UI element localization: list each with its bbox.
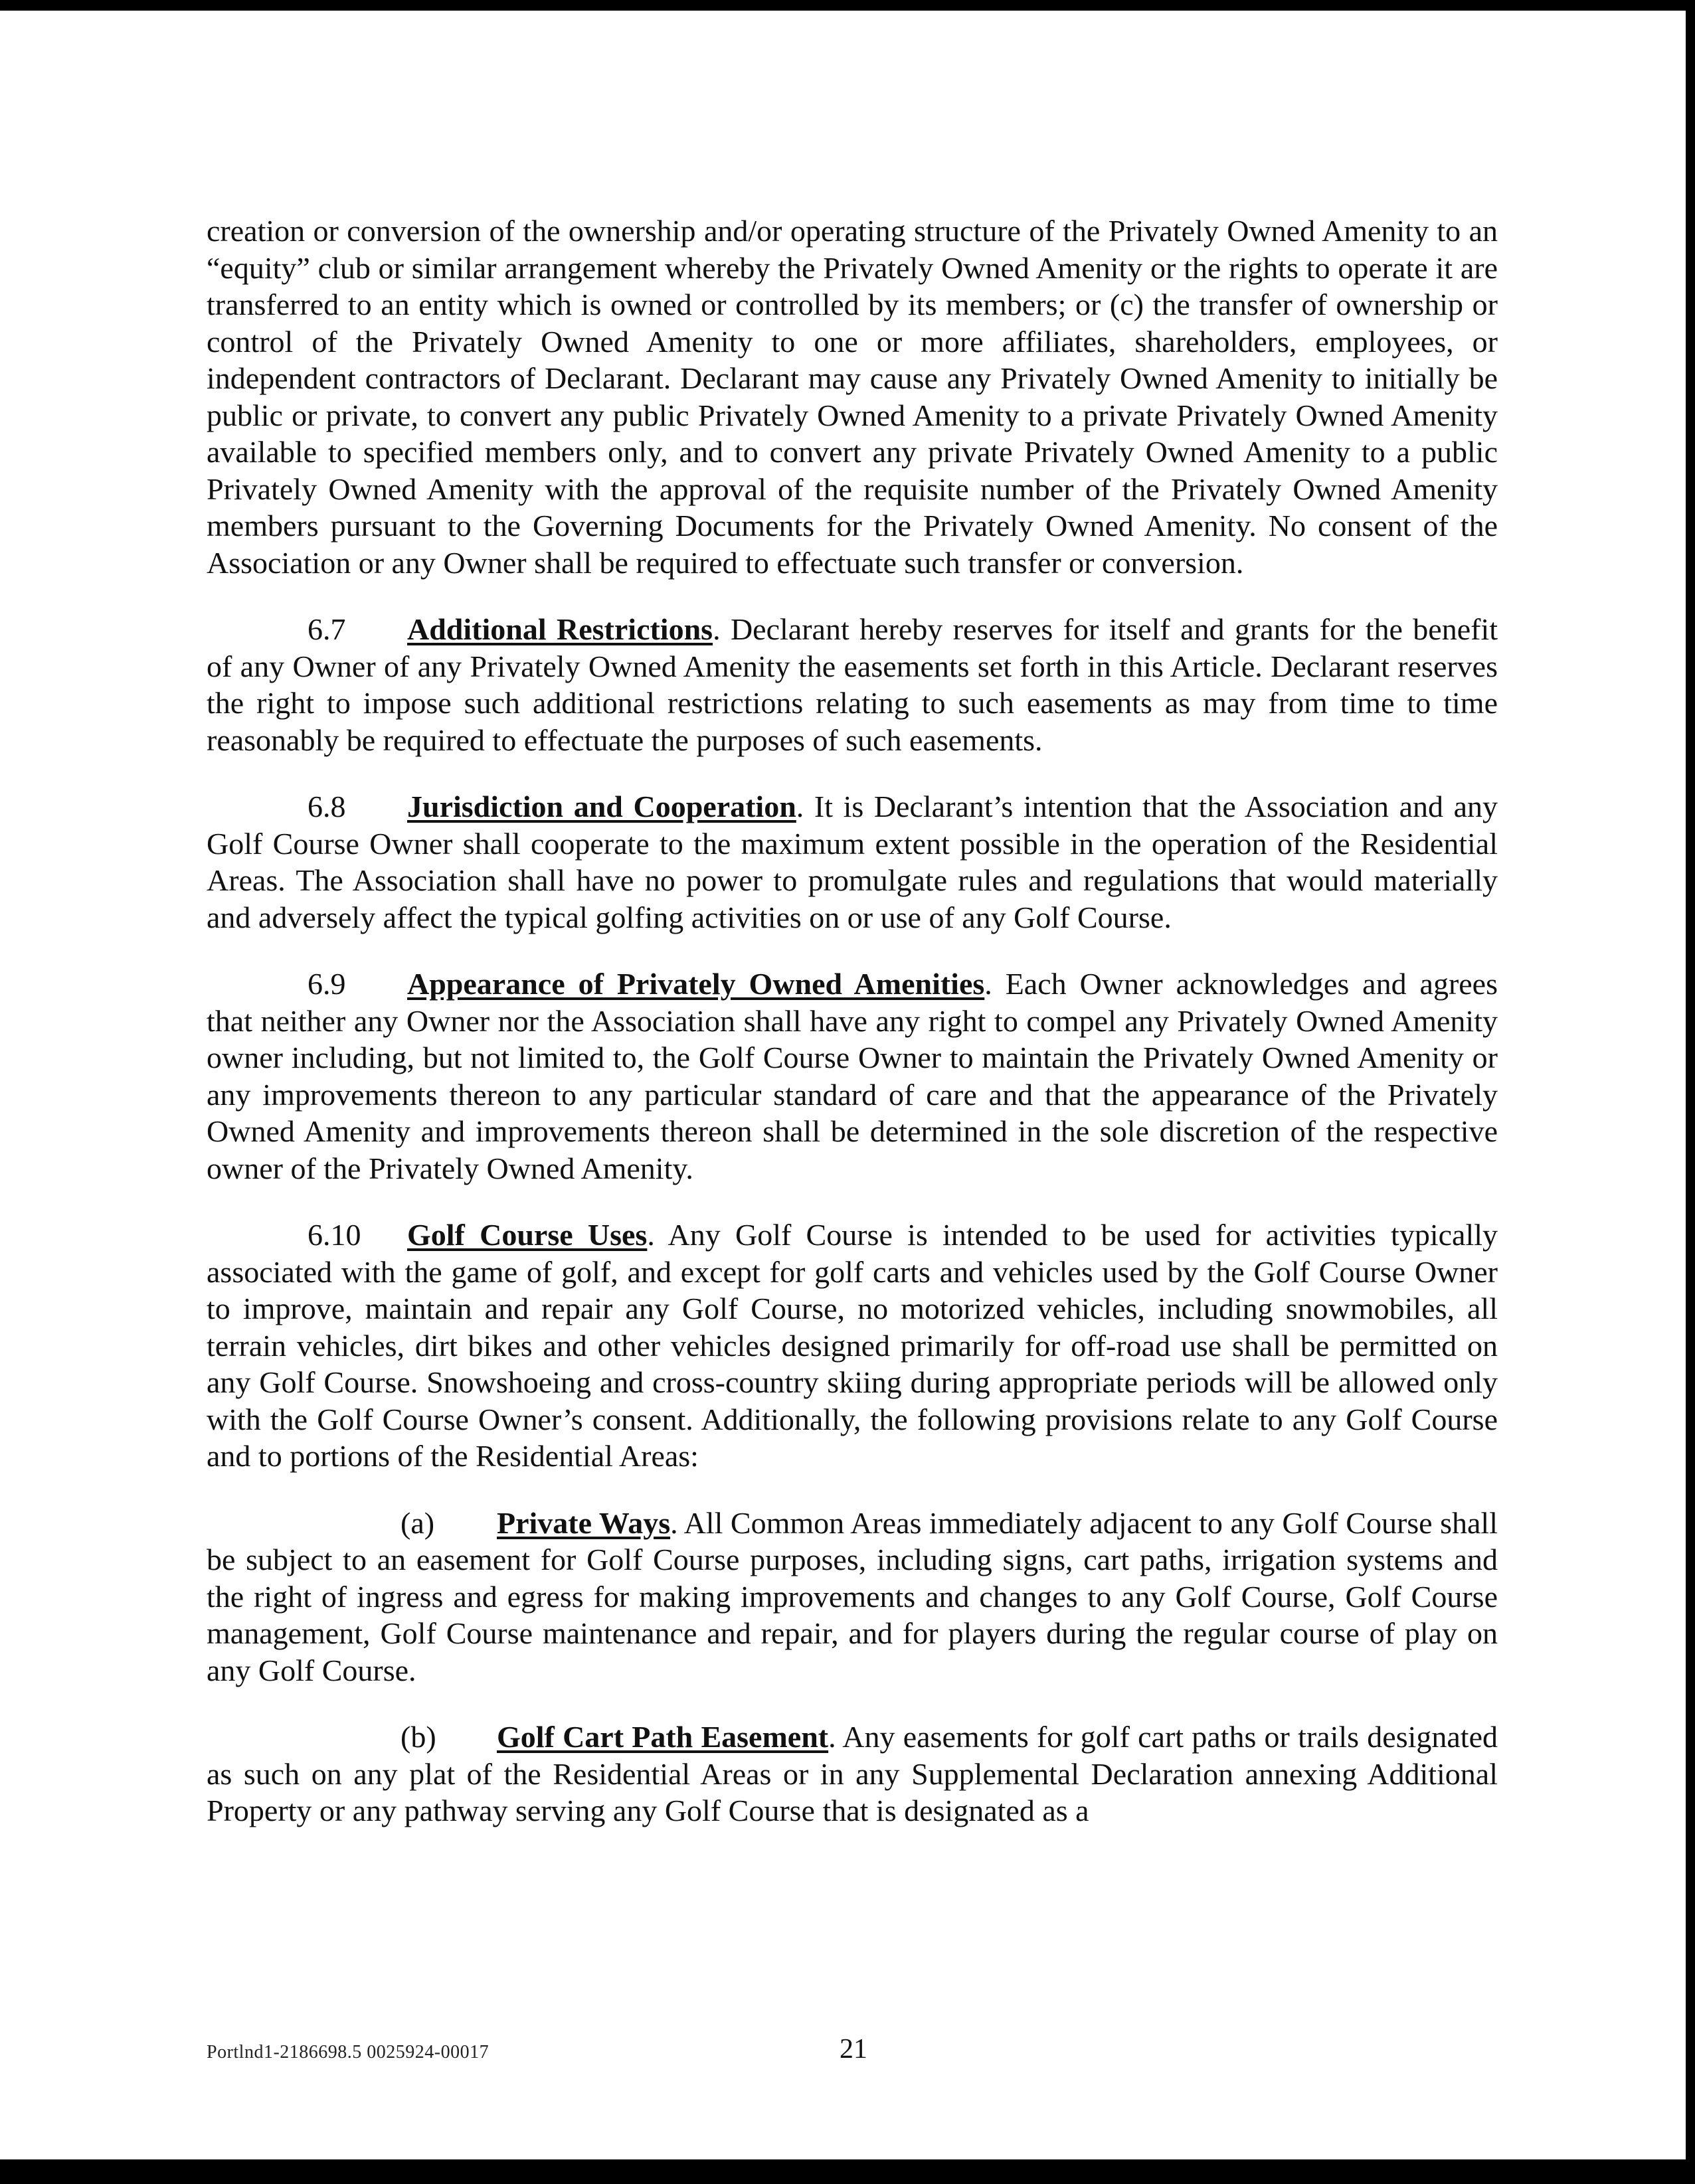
section-6-10	[207, 1217, 1498, 1475]
section-text: . Any Golf Course is intended to be used for activities typically associated with the game of golf, and except for golf carts and vehicles used by the Golf Course Owner to improve, maintain and repair any Golf Course, no motorized vehicles, including snowmobiles, all terrain vehicles, dirt bikes and other vehicles designed primarily for off-road use shall be permitted on any Golf Course. Snowshoeing and cross-country skiing during appropriate periods will be allowed only with the Golf Course Owner’s consent. Additionally, the following provisions relate to any Golf Course and to portions of the Residential Areas:	[207, 1218, 1498, 1473]
section-number: 6.10	[308, 1218, 361, 1252]
subsection-text: . All Common Areas immediately adjacent to any Golf Course shall be subject to an easement for Golf Course purposes, including signs, cart paths, irrigation systems and the right of ingress and egress for making improvements and changes to any Golf Course, Golf Course management, Golf Course maintenance and repair, and for players during the regular course of play on any Golf Course.	[207, 1505, 1498, 1687]
subsection-b	[207, 1719, 1498, 1829]
section-heading: Additional Restrictions	[407, 612, 713, 646]
document-body	[207, 212, 1498, 1859]
section-6-8	[207, 788, 1498, 936]
subsection-heading: Golf Cart Path Easement	[497, 1720, 829, 1754]
section-number: 6.9	[308, 967, 346, 1001]
subsection-text: . Any easements for golf cart paths or trails designated as such on any plat of the Residential Areas or in any Supplemental Declaration annexing Additional Property or any pathway serving any Golf Course that is designated as a	[207, 1720, 1498, 1827]
subsection-letter: (b)	[401, 1720, 436, 1754]
subsection-a	[207, 1505, 1498, 1689]
section-heading: Jurisdiction and Cooperation	[407, 790, 796, 823]
section-6-9	[207, 966, 1498, 1187]
scan-border-top	[0, 0, 1695, 11]
paragraph-intro: creation or conversion of the ownership and/or operating structure of the Privately Owned Amenity to an “equity” club or similar arrangement whereby the Privately Owned Amenity or the rights to operate it are transferred to an entity which is owned or controlled by its members; or (c) the transfer of ownership or control of the Privately Owned Amenity to one or more affiliates, shareholders, employees, or independent contractors of Declarant. Declarant may cause any Privately Owned Amenity to initially be public or private, to convert any public Privately Owned Amenity to a private Privately Owned Amenity available to specified members only, and to convert any private Privately Owned Amenity to a public Privately Owned Amenity with the approval of the requisite number of the Privately Owned Amenity members pursuant to the Governing Documents for the Privately Owned Amenity. No consent of the Association or any Owner shall be required to effectuate such transfer or conversion.	[207, 214, 1498, 580]
section-text: . It is Declarant’s intention that the Association and any Golf Course Owner shall cooperate to the maximum extent possible in the operation of the Residential Areas. The Association shall have no power to promulgate rules and regulations that would materially and adversely affect the typical golfing activities on or use of any Golf Course.	[207, 790, 1498, 934]
page-number: 21	[840, 2034, 867, 2064]
section-number: 6.7	[308, 612, 346, 646]
section-6-7	[207, 611, 1498, 758]
scan-border-bottom	[0, 2159, 1695, 2184]
footer-document-id: Portlnd1-2186698.5 0025924-00017	[207, 2042, 490, 2062]
subsection-heading: Private Ways	[497, 1505, 671, 1540]
section-number: 6.8	[308, 790, 346, 823]
section-text: . Each Owner acknowledges and agrees that neither any Owner nor the Association shall have any right to compel any Privately Owned Amenity owner including, but not limited to, the Golf Course Owner to maintain the Privately Owned Amenity or any improvements thereon to any particular standard of care and that the appearance of the Privately Owned Amenity and improvements thereon shall be determined in the sole discretion of the respective owner of the Privately Owned Amenity.	[207, 967, 1498, 1185]
section-heading: Golf Course Uses	[407, 1218, 648, 1252]
scan-border-right	[1686, 0, 1695, 2184]
section-text: . Declarant hereby reserves for itself and grants for the benefit of any Owner of any Privately Owned Amenity the easements set forth in this Article. Declarant reserves the right to impose such additional restrictions relating to such easements as may from time to time reasonably be required to effectuate the purposes of such easements.	[207, 612, 1498, 757]
section-heading: Appearance of Privately Owned Amenities	[407, 967, 985, 1001]
subsection-letter: (a)	[401, 1505, 435, 1540]
